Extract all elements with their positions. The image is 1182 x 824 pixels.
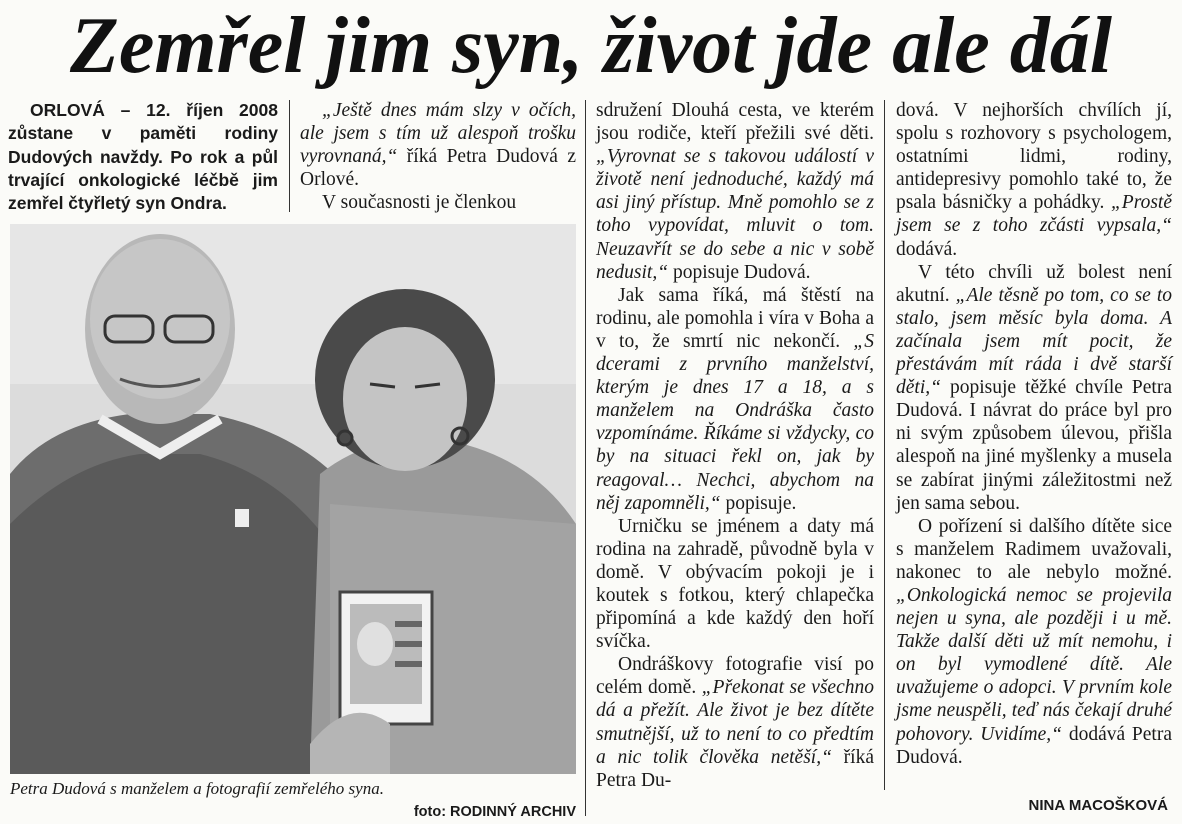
column-divider-1 xyxy=(289,100,290,212)
column-2: „Ještě dnes mám slzy v očích, ale jsem s tím už alespoň trošku vyrovnaná,“ říká Petra Dudová z Orlové. V současnosti je členkou xyxy=(300,100,576,214)
quote-4: „Překonat se všechno dá a přežít. Ale život je bez dítěte smutnější, už to není to co předtím a nic tolik člověka netěší,“ xyxy=(596,677,874,768)
photo-caption: Petra Dudová s manželem a fotografií zemřelého syna. xyxy=(10,779,384,798)
column-divider-2 xyxy=(585,100,586,816)
quote-5: „Prostě jsem se z toho zčásti vypsala,“ xyxy=(896,192,1172,237)
quote-6: „Ale těsně po tom, co se to stalo, jsem měsíc byla doma. A začínala jsem mít pocit, že přestávám mít ráda i dvě starší děti,“ xyxy=(896,284,1172,399)
family-photo xyxy=(10,224,576,774)
headline: Zemřel jim syn, život jde ale dál xyxy=(69,2,1113,90)
quote-3: „S dcerami z prvního manželství, kterým je dnes 17 a 18, a s manželem na Ondráška často vzpomínáme. Říkáme si vždycky, co by na situaci řekl on, jak by reagoval… Nechci, abychom na něj zapomněli,“ xyxy=(596,330,874,514)
author-byline: NINA MACOŠKOVÁ xyxy=(1028,797,1168,814)
col2-paragraph: V současnosti je členkou xyxy=(322,192,517,214)
column-divider-3 xyxy=(884,100,885,790)
family-photo-image xyxy=(10,224,576,774)
column-3: sdružení Dlouhá cesta, ve kterém jsou rodiče, kteří přežili své děti. „Vyrovnat se s takovou událostí v životě není jednoduché, každý má asi jiný přístup. Mně pomohlo se z toho vypovídat, mluvit o tom. Neuzavřít se do sebe a nic v sobě nedusit,“ popisuje Dudová. Jak sama říká, má štěstí na rodinu, ale pomohla i víra v Boha a v to, že smrtí nic nekončí. „S dcerami z prvního manželství, kterým je dnes 17 a 18, a s manželem na Ondráška často vzpomínáme. Říkáme si vždycky, co by na situaci řekl on, jak by reagoval… Nechci, abychom na něj zapomněli,“ popisuje. Urničku se jménem a daty má rodina na zahradě, původně byla v domě. V obývacím pokoji je i koutek s fotkou, který chlapečka připomíná a kde každý den hoří svíčka. Ondráškovy fotografie visí po celém domě. „Překonat se všechno dá a přežít. Ale život je bez dítěte smutnější, už to není to co předtím a nic tolik člověka netěší,“ říká Petra Du- xyxy=(596,100,874,791)
quote-7: „Onkologická nemoc se projevila nejen u syna, ale později i u mě. Takže další děti už mít nemohu, i on byl vymodlené dítě. Ale uvažujeme o adopci. V prvním kole jsme neuspěli, teď nás čekají druhé pohovory. Uvidíme,“ xyxy=(896,584,1172,745)
lead-text: zůstane v paměti rodiny Dudových navždy. Po rok a půl trvající onkologické léčbě jim zemřel čtyřletý syn Ondra. xyxy=(8,123,278,214)
quote-1: „Ještě dnes mám slzy v očích, ale jsem s tím už alespoň trošku vyrovnaná,“ xyxy=(300,100,576,168)
column-4: dová. V nejhorších chvílích jí, spolu s rozhovory s psychologem, ostatními lidmi, rodiny, antidepresivy pomohlo také to, že psala básničky a pohádky. „Prostě jsem se z toho zčásti vypsala,“ dodává. V této chvíli už bolest není akutní. „Ale těsně po tom, co se to stalo, jsem měsíc byla doma. A začínala jsem mít pocit, že přestávám mít ráda i dvě starší děti,“ popisuje těžké chvíle Petra Dudová. I návrat do práce byl pro ni svým způsobem úlevou, přišla alespoň na jiné myšlenky a musela se zabírat jinými záležitostmi než jen sama sebou. O pořízení si dalšího dítěte sice s manželem Radimem uvažovali, nakonec to ale nebylo možné. „Onkologická nemoc se projevila nejen u syna, ale později i u mě. Takže další děti už mít nemohu, i on byl vymodlené dítě. Ale uvažujeme o adopci. V prvním kole jsme neuspěli, teď nás čekají druhé pohovory. Uvidíme,“ dodává Petra Dudová. xyxy=(896,100,1172,768)
lead-paragraph xyxy=(8,99,278,215)
photo-credit: foto: RODINNÝ ARCHIV xyxy=(413,804,576,820)
dateline: ORLOVÁ – 12. říjen 2008 xyxy=(30,100,278,120)
quote-2: „Vyrovnat se s takovou událostí v životě není jednoduché, každý má asi jiný přístup. Mně pomohlo se z toho vypovídat, mluvit o tom. Neuzavřít se do sebe a nic v sobě nedusit,“ xyxy=(596,146,874,283)
col3-paragraph-3: Urničku se jménem a daty má rodina na zahradě, původně byla v domě. V obývacím pokoji je i koutek s fotkou, který chlapečka připomíná a kde každý den hoří svíčka. xyxy=(596,515,874,653)
